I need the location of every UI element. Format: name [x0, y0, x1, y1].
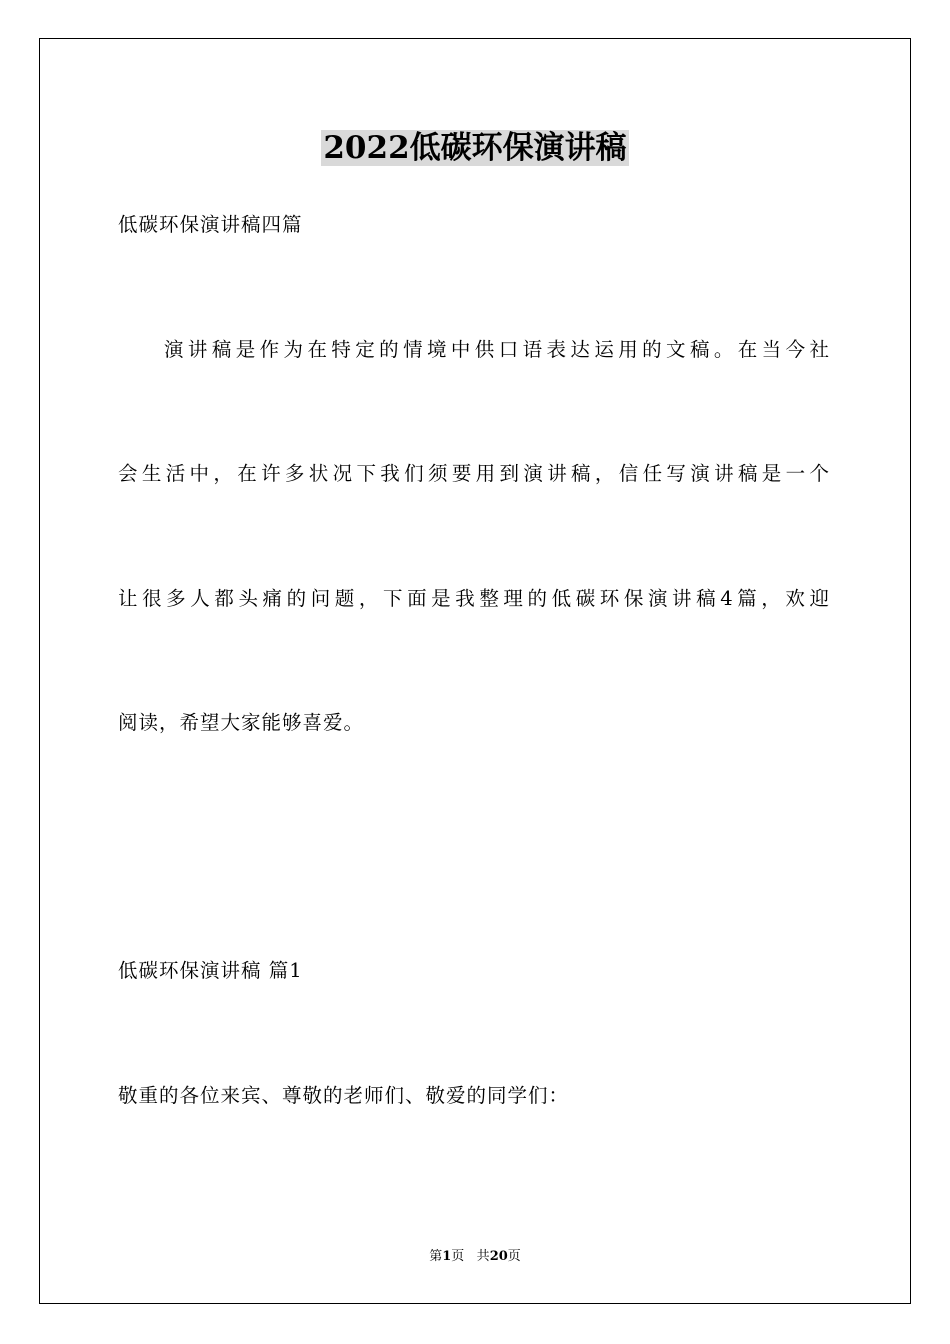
section-heading: 低碳环保演讲稿 篇1: [118, 959, 303, 982]
footer-page-suffix: 页: [451, 1249, 465, 1264]
footer-total-pages: 20: [489, 1249, 508, 1264]
footer-page-number: 1: [442, 1249, 452, 1264]
salutation: 敬重的各位来宾、尊敬的老师们、敬爱的同学们：: [118, 1084, 570, 1107]
document-subtitle: 低碳环保演讲稿四篇: [118, 213, 303, 236]
intro-line-1: 演讲稿是作为在特定的情境中供口语表达运用的文稿。在当今社: [164, 338, 830, 361]
intro-line-3: 让很多人都头痛的问题，下面是我整理的低碳环保演讲稿4篇，欢迎: [118, 587, 830, 610]
intro-line-2: 会生活中，在许多状况下我们须要用到演讲稿，信任写演讲稿是一个: [118, 462, 830, 485]
footer-page-prefix: 第: [429, 1249, 443, 1264]
footer-total-suffix: 页: [507, 1249, 521, 1264]
footer-total-prefix: 共: [476, 1249, 490, 1264]
intro-line-4: 阅读，希望大家能够喜爱。: [118, 711, 365, 734]
page-footer: [0, 1248, 950, 1266]
document-title-text: 2022低碳环保演讲稿: [323, 130, 627, 166]
document-title: [0, 128, 950, 168]
